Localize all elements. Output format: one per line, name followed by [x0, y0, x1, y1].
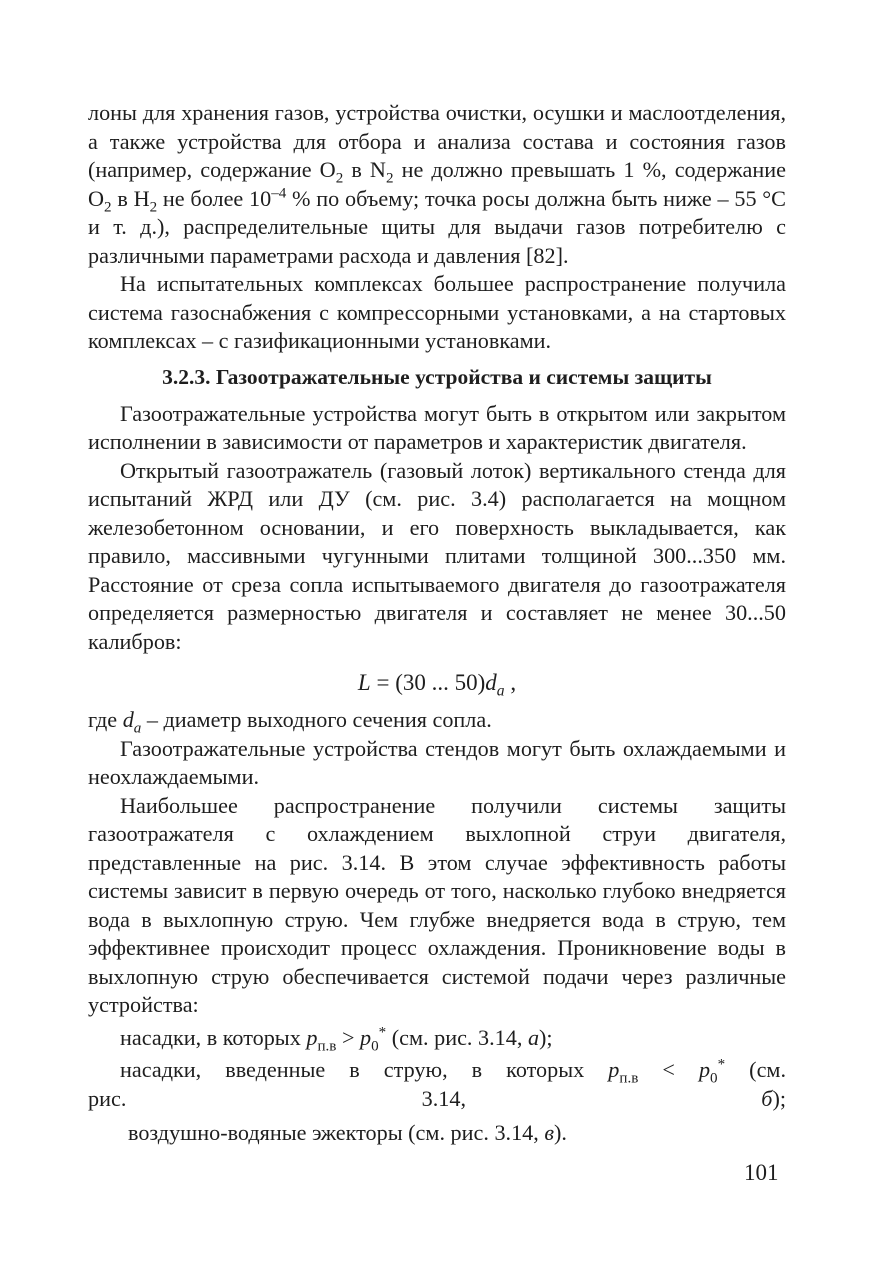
subscript: a: [496, 682, 505, 700]
paragraph-test-complexes: На испытательных комплексах большее распространение получила система газоснабжения с компрессорными установками, а на стартовых комплексах – с газификационными установками.: [88, 271, 786, 353]
text-run: насадки, введенные в струю, в которых: [120, 1057, 609, 1082]
text-run: ).: [554, 1120, 567, 1145]
list-item-ejectors: [88, 1119, 786, 1148]
superscript: *: [717, 1056, 726, 1073]
formula-variable: d: [122, 707, 134, 732]
paragraph-protection-systems: Наибольшее распространение получили системы защиты газоотражателя с охлаждением выхлопной струи двигателя, представленные на рис. 3.14. В этом случае эффективность работы системы зависит в первую очередь от того, насколько глубоко внедряется вода в выхлопную струю. Чем глубже внедряется вода в струю, тем эффективнее происходит процесс охлаждения. Проникновение воды в выхлопную струю обеспечивается системой подачи через различные устройства:: [88, 792, 786, 1017]
text-run: в N: [343, 157, 386, 182]
paragraph-cooled-uncooled: Газоотражательные устройства стендов могут быть охлаждаемыми и неохлаждаемыми.: [88, 735, 786, 789]
formula-operator: >: [336, 1024, 361, 1050]
subscript: 2: [149, 198, 158, 215]
figure-letter: а: [527, 1024, 540, 1050]
paragraph-gas-deflectors-intro: Газоотражательные устройства могут быть в открытом или закрытом исполнении в зависимости от параметров и характеристик двигателя.: [88, 400, 786, 454]
page-text: [88, 99, 786, 1152]
formula-variable: d: [485, 670, 497, 695]
text-run: насадки, в которых: [120, 1024, 307, 1050]
formula-variable: p: [698, 1057, 711, 1082]
superscript: *: [378, 1024, 387, 1041]
text-run: лоны для хранения газов, устройства очистки, осушки и маслоотделения, а также устройства для отбора и анализа состава и состояния газов (например, содержание O: [88, 100, 786, 182]
subscript: a: [133, 720, 142, 737]
subscript: 0: [710, 1070, 718, 1087]
subscript: п.в: [317, 1037, 337, 1054]
paragraph-open-deflector: Открытый газоотражатель (газовый лоток) вертикального стенда для испытаний ЖРД или ДУ (см. рис. 3.4) располагается на мощном железобетонном основании, и его поверхность выкладывается, как правило, массивными чугунными плитами толщиной 300...350 мм. Расстояние от среза сопла испытываемого двигателя до газоотражателя определяется размерностью двигателя и составляет не менее 30...50 калибров:: [88, 457, 786, 654]
text-run: – диаметр выходного сечения сопла.: [141, 707, 492, 732]
figure-letter: в: [544, 1120, 555, 1145]
formula-variable: p: [306, 1024, 318, 1050]
subscript: 2: [335, 170, 344, 187]
formula-operator: <: [638, 1057, 699, 1082]
text-run: (см. рис. 3.14,: [88, 1057, 787, 1111]
subscript: 2: [385, 170, 394, 187]
list-item-nozzles-inside: [88, 1056, 786, 1113]
subscript: 2: [104, 198, 112, 215]
text-run: );: [539, 1024, 553, 1050]
formula-range: = (30 ... 50): [370, 670, 486, 695]
formula-variable: L: [357, 670, 371, 695]
text-run: не более 10: [157, 185, 272, 211]
formula-variable: p: [360, 1024, 372, 1050]
text-run: не должно превышать 1 %, содержание O: [88, 157, 787, 211]
text-run: (см. рис. 3.14,: [386, 1024, 528, 1050]
text-run: воздушно-водяные эжекторы (см. рис. 3.14,: [128, 1120, 545, 1145]
page-number: 101: [744, 1160, 779, 1185]
section-heading: 3.2.3. Газоотражательные устройства и системы защиты: [162, 364, 712, 389]
superscript: –4: [271, 185, 287, 202]
subscript: 0: [371, 1037, 379, 1054]
text-run: где: [88, 707, 123, 732]
figure-letter: б: [761, 1085, 773, 1111]
text-run: );: [772, 1085, 786, 1111]
text-run: в H: [111, 185, 150, 211]
formula-distance: [88, 666, 786, 700]
formula-variable: p: [608, 1057, 620, 1082]
paragraph-where-da: [88, 706, 786, 735]
paragraph-gas-storage: [88, 99, 786, 270]
formula-punctuation: ,: [504, 670, 517, 695]
subscript: п.в: [619, 1070, 639, 1087]
list-item-nozzles-outside: [88, 1024, 786, 1053]
text-run: % по объему; точка росы должна быть ниже – 55 °C и т. д.), распределительные щиты для выдачи газов потребителю с различными параметрами расхода и давления [82].: [88, 185, 786, 268]
